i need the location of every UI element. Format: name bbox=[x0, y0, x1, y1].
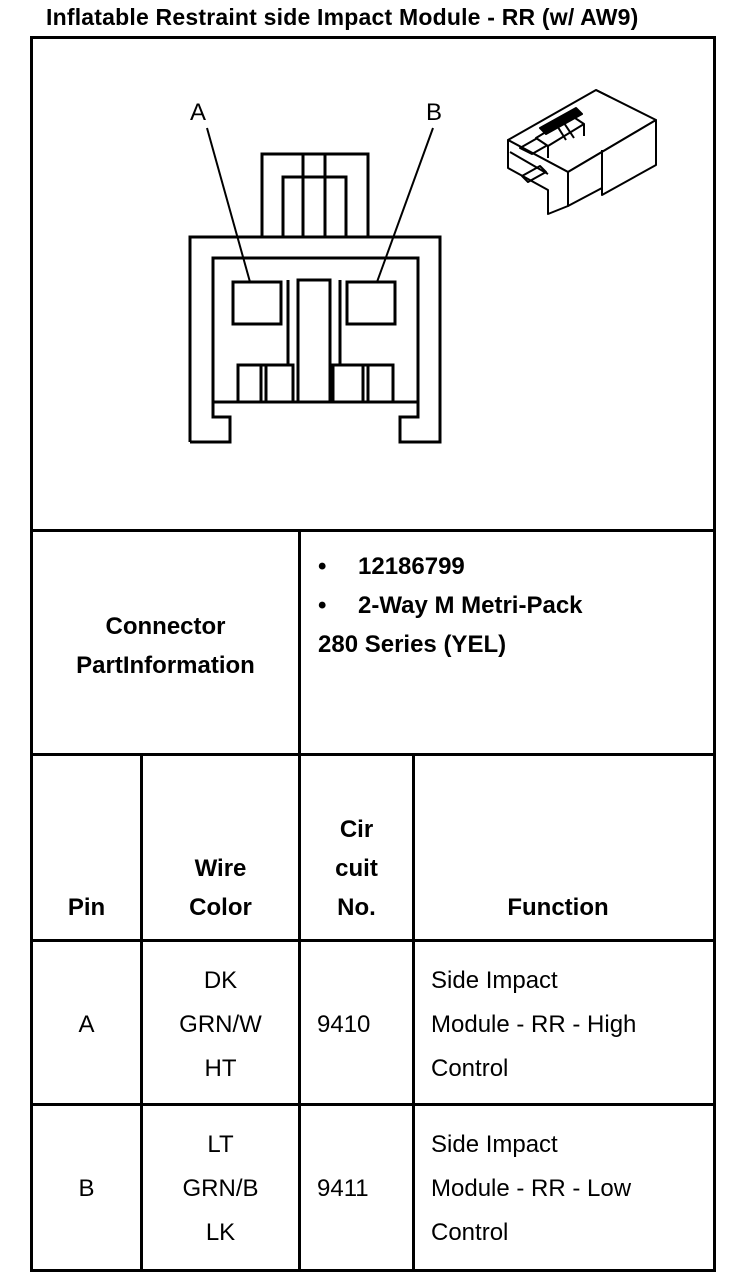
part-info-details bbox=[318, 547, 713, 664]
connector-isometric-illustration bbox=[508, 90, 656, 214]
row-a-wire-line1: DK bbox=[203, 967, 238, 994]
header-circuit-line2: cuit bbox=[335, 855, 378, 882]
part-info-label-line2: PartInformation bbox=[76, 652, 255, 679]
row-a-wire-line2: GRN/W bbox=[179, 1011, 262, 1038]
header-circuit-line1: Cir bbox=[339, 816, 374, 843]
connector-series: 280 Series (YEL) bbox=[318, 631, 507, 658]
row-b-function bbox=[431, 1125, 711, 1252]
row-a-wire-line3: HT bbox=[204, 1055, 237, 1082]
header-pin: Pin bbox=[67, 894, 106, 921]
header-wire-color-line1: Wire bbox=[194, 855, 247, 882]
header-function: Function bbox=[507, 894, 609, 921]
connector-type: 2-Way M Metri-Pack bbox=[358, 592, 583, 619]
part-number-item: • 12186799 bbox=[318, 553, 465, 580]
page-title: Inflatable Restraint side Impact Module - RR (w/ AW9) bbox=[46, 4, 639, 30]
row-b-wire-color bbox=[143, 1125, 298, 1252]
row-a-function-line2: Module - RR - High bbox=[431, 1011, 637, 1038]
divider-circuit-column bbox=[412, 753, 415, 1272]
divider-partinfo-bottom bbox=[30, 753, 716, 756]
pin-a-callout: A bbox=[190, 99, 207, 126]
part-number: 12186799 bbox=[358, 553, 465, 580]
row-a-circuit: 9410 bbox=[317, 1011, 371, 1038]
row-a-wire-color bbox=[143, 961, 298, 1088]
part-info-label bbox=[33, 607, 298, 685]
row-a-pin: A bbox=[78, 1011, 95, 1038]
divider-row-a-bottom bbox=[30, 1103, 716, 1106]
row-a-function-line1: Side Impact bbox=[431, 967, 558, 994]
row-b-function-line1: Side Impact bbox=[431, 1131, 558, 1158]
header-circuit-line3: No. bbox=[337, 894, 376, 921]
pin-b-callout: B bbox=[426, 99, 443, 126]
row-b-circuit: 9411 bbox=[317, 1175, 369, 1202]
row-b-function-line2: Module - RR - Low bbox=[431, 1175, 632, 1202]
row-b-pin: B bbox=[78, 1175, 95, 1202]
connector-face-diagram bbox=[0, 0, 752, 530]
header-wire-color bbox=[143, 849, 298, 927]
row-a-function bbox=[431, 961, 711, 1088]
row-b-wire-line2: GRN/B bbox=[182, 1175, 259, 1202]
connector-type-item: • 2-Way M Metri-Pack bbox=[318, 592, 583, 619]
row-a-function-line3: Control bbox=[431, 1055, 509, 1082]
part-info-label-line1: Connector bbox=[105, 613, 226, 640]
header-circuit bbox=[301, 810, 412, 927]
row-b-function-line3: Control bbox=[431, 1219, 509, 1246]
divider-partinfo-column bbox=[298, 529, 301, 756]
row-b-wire-line3: LK bbox=[205, 1219, 236, 1246]
row-b-wire-line1: LT bbox=[207, 1131, 234, 1158]
header-wire-color-line2: Color bbox=[189, 894, 252, 921]
divider-header-bottom bbox=[30, 939, 716, 942]
